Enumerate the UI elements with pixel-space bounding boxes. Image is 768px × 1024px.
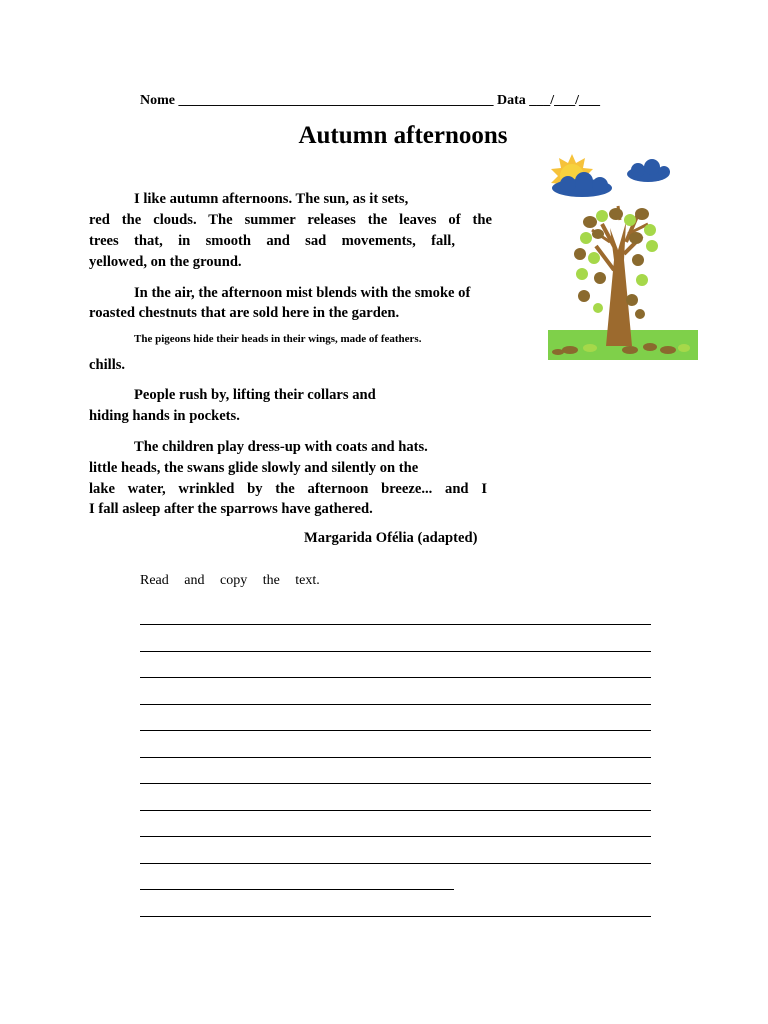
writing-line <box>140 916 651 917</box>
writing-line <box>140 863 651 864</box>
name-date-line: Nome _____________________________________________ Data ___/___/___ <box>140 93 601 108</box>
cloud-icon <box>627 159 670 182</box>
writing-line <box>140 783 651 784</box>
writing-line <box>140 677 651 678</box>
page-title: Autumn afternoons <box>298 122 508 149</box>
writing-line <box>140 730 651 731</box>
paragraph-1-line-3: trees that, in smooth and sad movements, fall, <box>89 233 455 249</box>
paragraph-5-line-4: I fall asleep after the sparrows have gathered. <box>89 501 373 517</box>
writing-line <box>140 810 651 811</box>
paragraph-5-line-2: little heads, the swans glide slowly and silently on the <box>89 460 419 476</box>
writing-line <box>140 651 651 652</box>
paragraph-5-line-3: lake water, wrinkled by the afternoon breeze... and I <box>89 481 487 497</box>
writing-line <box>140 836 651 837</box>
paragraph-1-line-2-wrap <box>89 210 492 231</box>
paragraph-5-line-3-wrap <box>89 479 487 500</box>
paragraph-4-line-2: hiding hands in pockets. <box>89 408 240 424</box>
paragraph-4-line-1: People rush by, lifting their collars and <box>134 387 376 403</box>
writing-line <box>140 624 651 625</box>
author-credit: Margarida Ofélia (adapted) <box>304 530 478 546</box>
instruction-text: Read and copy the text. <box>140 573 320 588</box>
paragraph-1-line-4: yellowed, on the ground. <box>89 254 242 270</box>
writing-line <box>140 704 651 705</box>
paragraph-1-line-2: red the clouds. The summer releases the leaves of the <box>89 212 492 228</box>
paragraph-3-line-1: The pigeons hide their heads in their wings, made of feathers. <box>134 333 422 345</box>
paragraph-1-line-1: I like autumn afternoons. The sun, as it sets, <box>134 191 409 207</box>
writing-line <box>140 757 651 758</box>
paragraph-5-line-1: The children play dress-up with coats and hats. <box>134 439 428 455</box>
paragraph-2-line-1: In the air, the afternoon mist blends with the smoke of <box>134 285 471 301</box>
paragraph-2-line-2: roasted chestnuts that are sold here in the garden. <box>89 305 400 321</box>
paragraph-1-line-3-wrap <box>89 231 455 252</box>
paragraph-3-line-2: chills. <box>89 357 126 373</box>
writing-line <box>140 889 454 890</box>
autumn-tree-illustration <box>540 150 700 365</box>
